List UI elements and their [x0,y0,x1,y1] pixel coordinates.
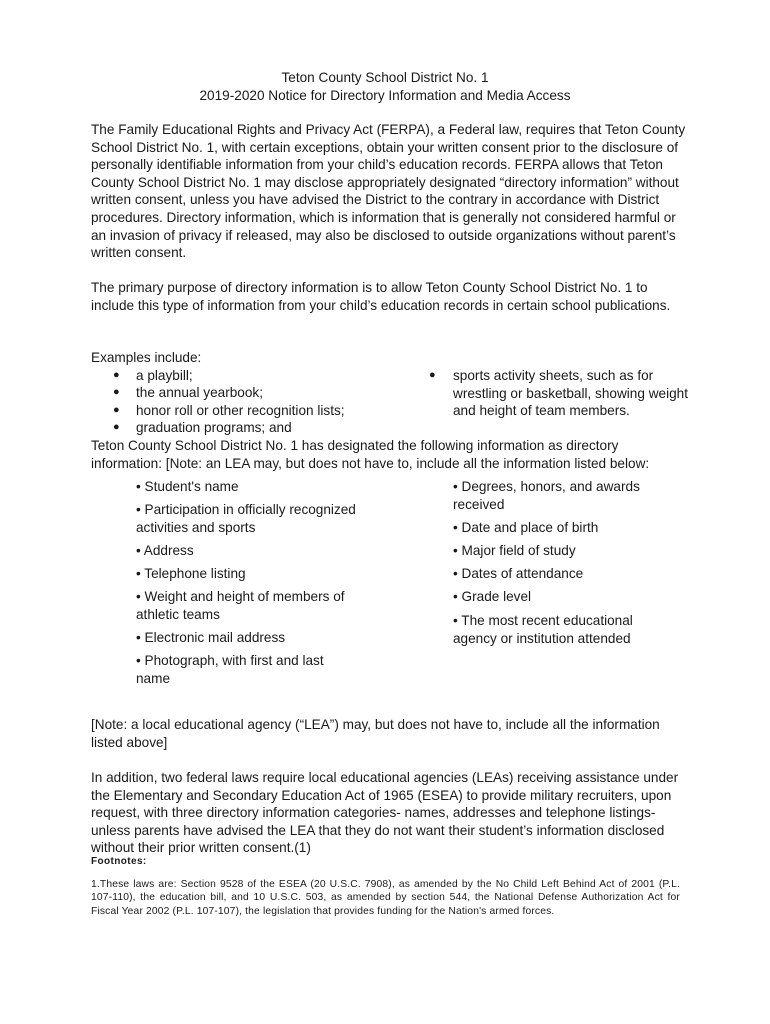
bullet-icon: ● [429,369,436,381]
directory-item: • Grade level [453,589,532,604]
directory-item: • Weight and height of members of athletic teams [136,589,345,622]
federal-paragraph: In addition, two federal laws require local educational agencies (LEAs) receiving assistance under the Elementary and Secondary Education Act of 1965 (ESEA) to provide military recruiters, upon request, with three directory information categories- names, addresses and telephone listings- unless parents have advised the LEA that they do not want their student’s information disclosed without their prior written consent.(1) [91,770,679,856]
purpose-paragraph: The primary purpose of directory information is to allow Teton County School District No. 1 to include this type of information from your child’s education records in certain school publications. [91,280,671,313]
example-item: a playbill; [136,368,193,383]
example-item: the annual yearbook; [136,385,263,400]
bullet-icon: ● [113,421,120,433]
document-title: Teton County School District No. 1 [281,70,489,85]
designated-paragraph: Teton County School District No. 1 has designated the following information as directory information: [Note: an LEA may, but does not have to, include all the information listed below: [91,438,650,471]
example-item: sports activity sheets, such as for wrestling or basketball, showing weight and height of team members. [453,368,688,419]
intro-paragraph: The Family Educational Rights and Privacy Act (FERPA), a Federal law, requires that Teton County School District No. 1, with certain exceptions, obtain your written consent prior to the disclosure of personally identifiable information from your child’s education records. FERPA allows that Teton County School District No. 1 may disclose appropriately designated “directory information” without written consent, unless you have advised the District to the contrary in accordance with District procedures. Directory information, which is information that is generally not considered harmful or an invasion of privacy if released, may also be disclosed to outside organizations without parent’s written consent. [91,122,686,261]
directory-item: • Photograph, with first and last name [136,653,324,686]
directory-item: • Major field of study [453,543,576,558]
note-paragraph: [Note: a local educational agency (“LEA”) may, but does not have to, include all the information listed above] [91,717,660,750]
directory-item: • Degrees, honors, and awards received [453,479,640,512]
bullet-icon: ● [113,369,120,381]
directory-item: • Telephone listing [136,566,246,581]
footnote-text: 1.These laws are: Section 9528 of the ESEA (20 U.S.C. 7908), as amended by the No Child Left Behind Act of 2001 (P.L. 107-110), the education bill, and 10 U.S.C. 503, as amended by section 544, the National Defense Authorization Act for Fiscal Year 2002 (P.L. 107-107), the legislation that provides funding for the Nation's armed forces. [91,879,680,917]
directory-item: • The most recent educational agency or institution attended [453,613,633,646]
footnotes-heading: Footnotes: [91,856,147,867]
directory-item: • Date and place of birth [453,520,599,535]
examples-heading: Examples include: [91,350,202,365]
directory-item: • Participation in officially recognized activities and sports [136,502,356,535]
directory-item: • Student's name [136,479,239,494]
document-subtitle: 2019-2020 Notice for Directory Information and Media Access [199,88,571,103]
bullet-icon: ● [113,386,120,398]
example-item: honor roll or other recognition lists; [136,403,345,418]
example-item: graduation programs; and [136,420,292,435]
directory-item: • Dates of attendance [453,566,584,581]
directory-item: • Address [136,543,194,558]
bullet-icon: ● [113,404,120,416]
directory-item: • Electronic mail address [136,630,286,645]
